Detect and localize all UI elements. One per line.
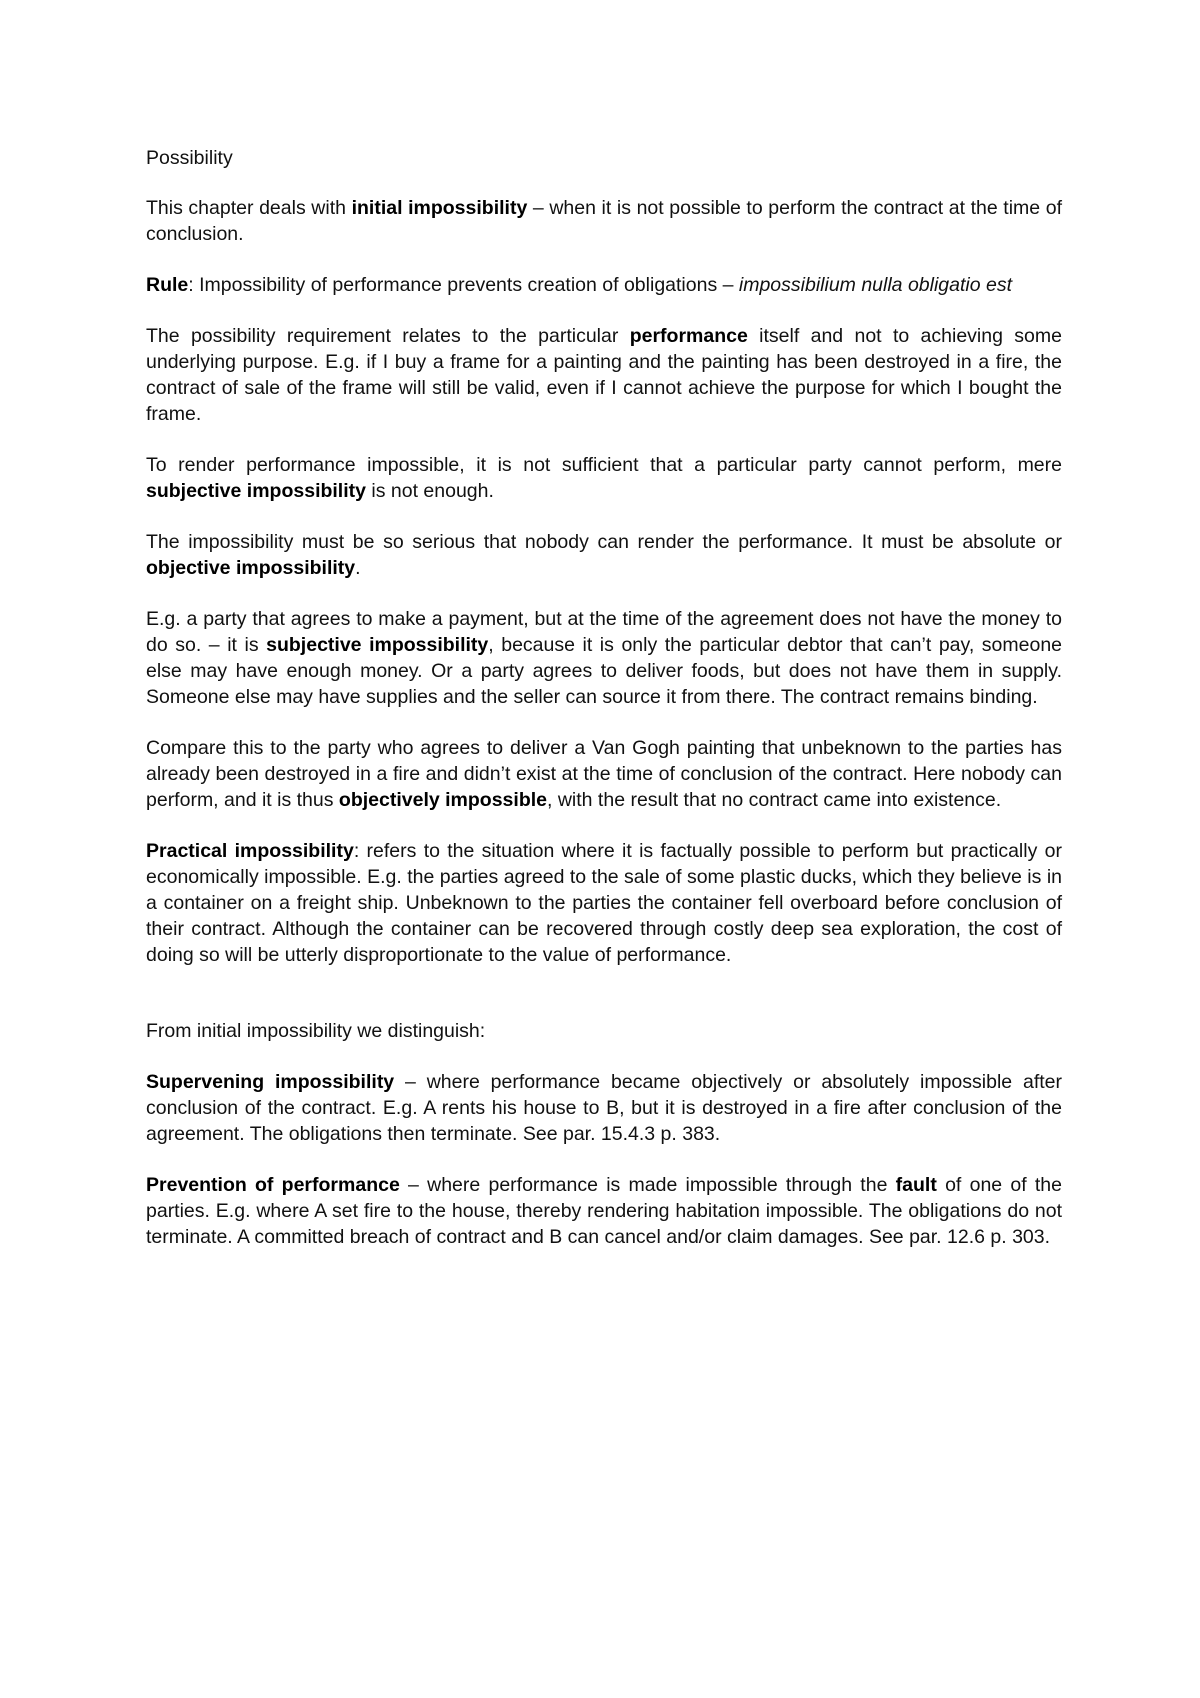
paragraph-supervening-impossibility (146, 1069, 1062, 1147)
paragraph-possibility-requirement (146, 323, 1062, 427)
text-run: , because it is only the particular debtor that can’t pay, someone else may have enough money. Or a party agrees to deliver foods, but does not have them in supply. Someone else may have supplies and the seller can source it from there. The contract remains binding. (146, 634, 1063, 708)
bold-term: subjective impossibility (146, 480, 366, 502)
bold-term: Rule (146, 274, 189, 296)
paragraph-prevention-of-performance (146, 1172, 1062, 1250)
paragraph-van-gogh-example (146, 735, 1062, 813)
text-run: Compare this to the party who agrees to deliver a Van Gogh painting that unbeknown to the parties has already been destroyed in a fire and didn’t exist at the time of conclusion of the contract. Here nobody can perform, and it is thus (146, 737, 1062, 811)
text-run: From initial impossibility we distinguish: (146, 1020, 486, 1042)
bold-term: performance (629, 325, 748, 347)
text-run: To render performance impossible, it is not sufficient that a particular party cannot perform, mere (146, 454, 1062, 476)
text-run: – where performance became objectively or absolutely impossible after conclusion of the contract. E.g. A rents his house to B, but it is destroyed in a fire after conclusion of the agreement. The obligations then terminate. See par. 15.4.3 p. 383. (146, 1071, 1062, 1145)
document-heading (146, 145, 1062, 171)
bold-term: Supervening impossibility (146, 1071, 395, 1093)
bold-term: objective impossibility (146, 557, 356, 579)
text-run: This chapter deals with (146, 197, 352, 219)
text-run: . (355, 557, 361, 579)
text-run: itself and not to achieving some underlying purpose. E.g. if I buy a frame for a painting and the painting has been destroyed in a fire, the contract of sale of the frame will still be valid, even if I cannot achieve the purpose for which I bought the frame. (146, 325, 1062, 425)
document-page (146, 145, 1062, 1275)
bold-term: initial impossibility (351, 197, 528, 219)
bold-term: objectively impossible (338, 789, 547, 811)
text-run: , with the result that no contract came into existence. (547, 789, 1002, 811)
paragraph-subjective-impossibility (146, 452, 1062, 504)
bold-term: subjective impossibility (266, 634, 489, 656)
paragraph-distinguish (146, 1018, 1062, 1044)
text-run: : Impossibility of performance prevents creation of obligations – (188, 274, 739, 296)
text-run: : refers to the situation where it is factually possible to perform but practically or economically impossible. E.g. the parties agreed to the sale of some plastic ducks, which they believe is in a container on a freight ship. Unbeknown to the parties the container fell overboard before conclusion of their contract. Although the container can be recovered through costly deep sea exploration, the cost of doing so will be utterly disproportionate to the value of performance. (146, 840, 1062, 966)
bold-term: fault (895, 1174, 937, 1196)
paragraph-initial-impossibility (146, 195, 1062, 247)
italic-maxim: impossibilium nulla obligatio est (738, 274, 1013, 296)
text-run: – when it is not possible to perform the contract at the time of conclusion. (146, 197, 1063, 245)
text-run: – where performance is made impossible through the (399, 1174, 896, 1196)
paragraph-practical-impossibility (146, 838, 1062, 968)
heading-text: Possibility (146, 147, 233, 169)
paragraph-objective-impossibility (146, 529, 1062, 581)
text-run: The possibility requirement relates to the particular (146, 325, 630, 347)
text-run: The impossibility must be so serious that nobody can render the performance. It must be absolute or (146, 531, 1062, 553)
bold-term: Practical impossibility (146, 840, 354, 862)
paragraph-rule (146, 272, 1062, 298)
text-run: E.g. a party that agrees to make a payment, but at the time of the agreement does not have the money to do so. – it is (146, 608, 1062, 656)
text-run: of one of the parties. E.g. where A set fire to the house, thereby rendering habitation impossible. The obligations do not terminate. A committed breach of contract and B can cancel and/or claim damages. See par. 12.6 p. 303. (146, 1174, 1062, 1248)
paragraph-payment-example (146, 606, 1062, 710)
text-run: is not enough. (365, 480, 494, 502)
bold-term: Prevention of performance (146, 1174, 400, 1196)
